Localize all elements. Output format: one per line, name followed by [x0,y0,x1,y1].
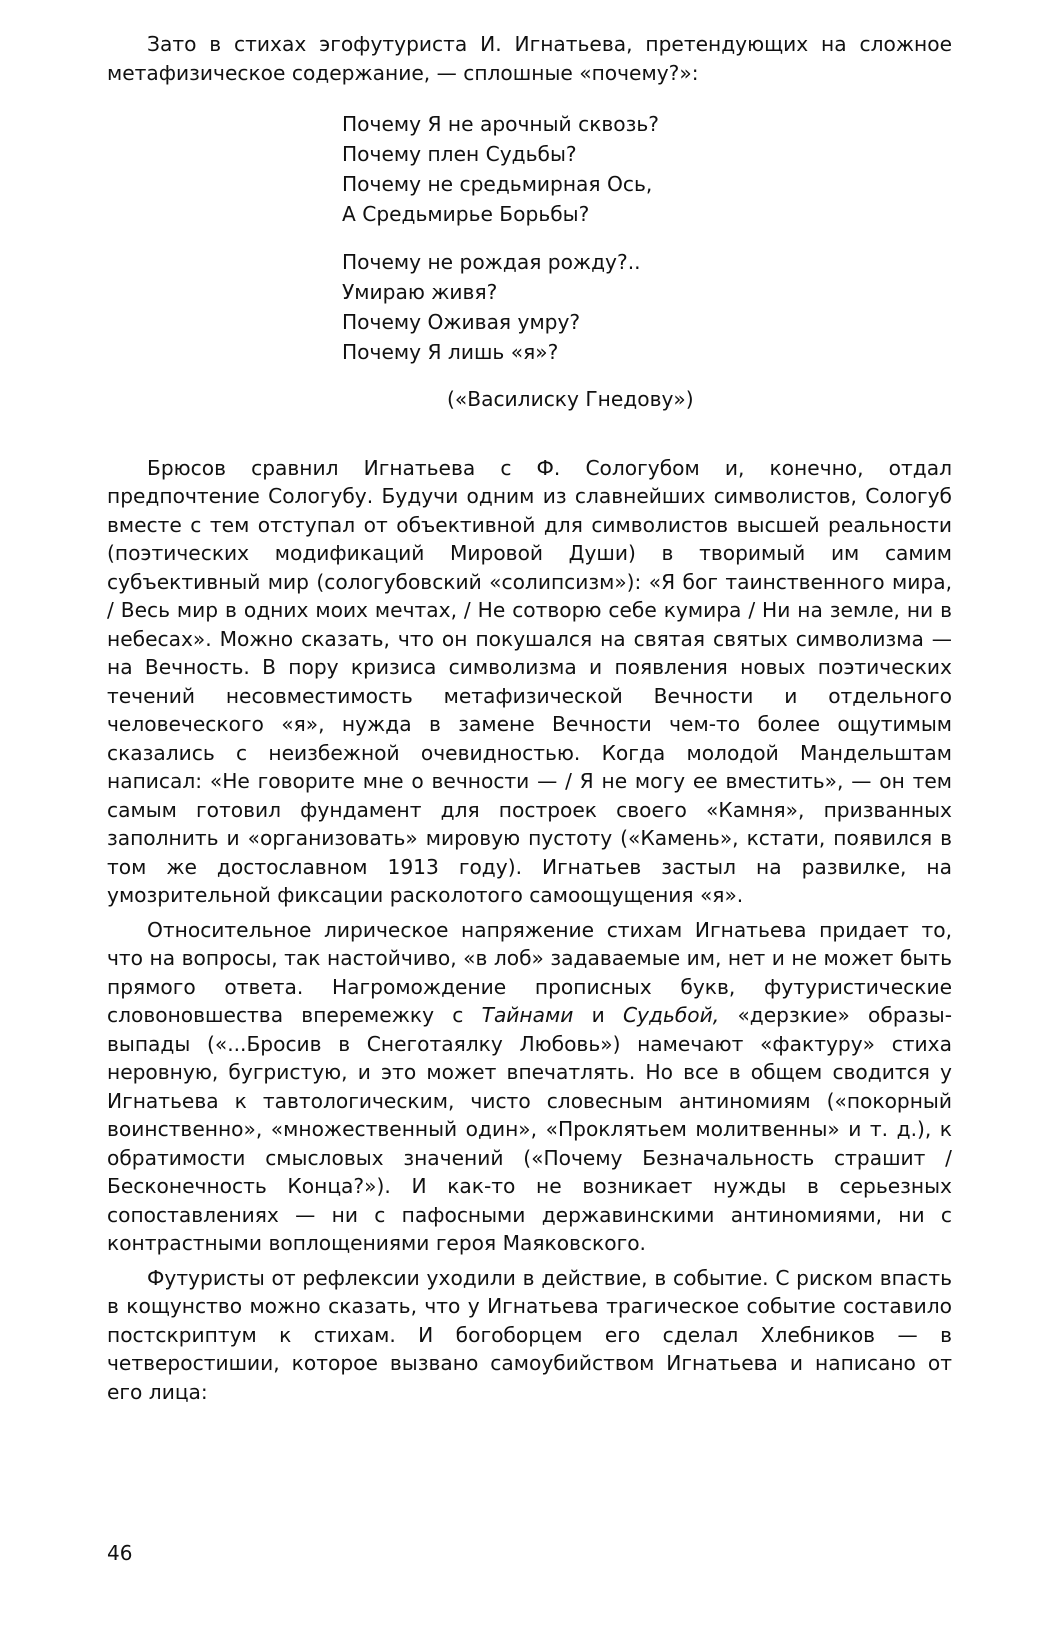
poem-line: Почему Я не арочный сквозь? [342,112,659,136]
poem-line: Почему не средьмирная Ось, [342,172,653,196]
paragraph-text: «дерзкие» образы-выпады («...Бросив в Снеготаялку Любовь») намечают «фактуру» стиха неровную, бугристую, и это может впечатлять. Но все в общем сводится у Игнатьева к тавтологическим, чисто словесным антиномиям («покорный воинственно», «множественный один», «Проклятьем молитвенны» и т. д.), к обратимости смысловых значений («Почему Безначальность страшит / Бесконечность Конца?»). И как-то не возникает нужды в серьезных сопоставлениях — ни с пафосными державинскими антиномиями, ни с контрастными воплощениями героя Маяковского. [107,1003,952,1255]
poem-stanza-2 [342,247,952,367]
paragraph-text: и [573,1003,623,1027]
poem-line: Почему не рождая рожду?.. [342,250,641,274]
poem-line: Почему плен Судьбы? [342,142,577,166]
poem-stanza-1 [342,109,952,229]
intro-paragraph [107,30,952,87]
paragraph-text: Относительное лирическое напряжение стихам Игнатьева придает то, что на вопросы, так настойчиво, «в лоб» задаваемые им, нет и не может быть прямого ответа. Нагромождение прописных букв, футуристические словоновшества вперемежку с [107,917,952,1027]
poem-line: Почему Я лишь «я»? [342,340,559,364]
poem [342,109,952,367]
poem-source: («Василиску Гнедову») [447,387,694,411]
poem-line: А Средьмирье Борьбы? [342,202,590,226]
intro-text: Зато в стихах эгофутуриста И. Игнатьева, претендующих на сложное метафизическое содержание, — сплошные «почему?»: [107,32,952,85]
poem-line: Умираю живя? [342,280,498,304]
page-content [107,30,952,1412]
paragraph-bryusov: Брюсов сравнил Игнатьева с Ф. Сологубом и, конечно, отдал предпочтение Сологубу. Будучи одним из славнейших символистов, Сологуб вместе с тем отступал от объективной для символистов высшей реальности (поэтических модификаций Мировой Души) в творимый им самим субъективный мир (сологубовский «солипсизм»): «Я бог таинственного мира, / Весь мир в одних моих мечтах, / Не сотворю себе кумира / Ни на земле, ни в небесах». Можно сказать, что он покушался на святая святых символизма — на Вечность. В пору кризиса символизма и появления новых поэтических течений несовместимость метафизической Вечности и отдельного человеческого «я», нужда в замене Вечности чем-то более ощутимым сказались с неизбежной очевидностью. Когда молодой Мандельштам написал: «Не говорите мне о вечности — / Я не могу ее вместить», — он тем самым готовил фундамент для построек своего «Камня», призванных заполнить и «организовать» мировую пустоту («Камень», кстати, появился в том же достославном 1913 году). Игнатьев застыл на развилке, на умозрительной фиксации расколотого самоощущения «я». [107,455,952,907]
paragraph-lyrical-tension [107,916,952,1258]
italic-term: Тайнами [481,1003,574,1027]
italic-term: Судьбой, [622,1003,720,1027]
body-text [107,454,952,1407]
paragraph-futurists: Футуристы от рефлексии уходили в действие, в событие. С риском впасть в кощунство можно сказать, что у Игнатьева трагическое событие составило постскриптум к стихам. И богоборцем его сделал Хлебников — в четверостишии, которое вызвано самоубийством Игнатьева и написано от его лица: [107,1265,952,1404]
poem-line: Почему Оживая умру? [342,310,581,334]
page-number: 46 [107,1541,133,1565]
